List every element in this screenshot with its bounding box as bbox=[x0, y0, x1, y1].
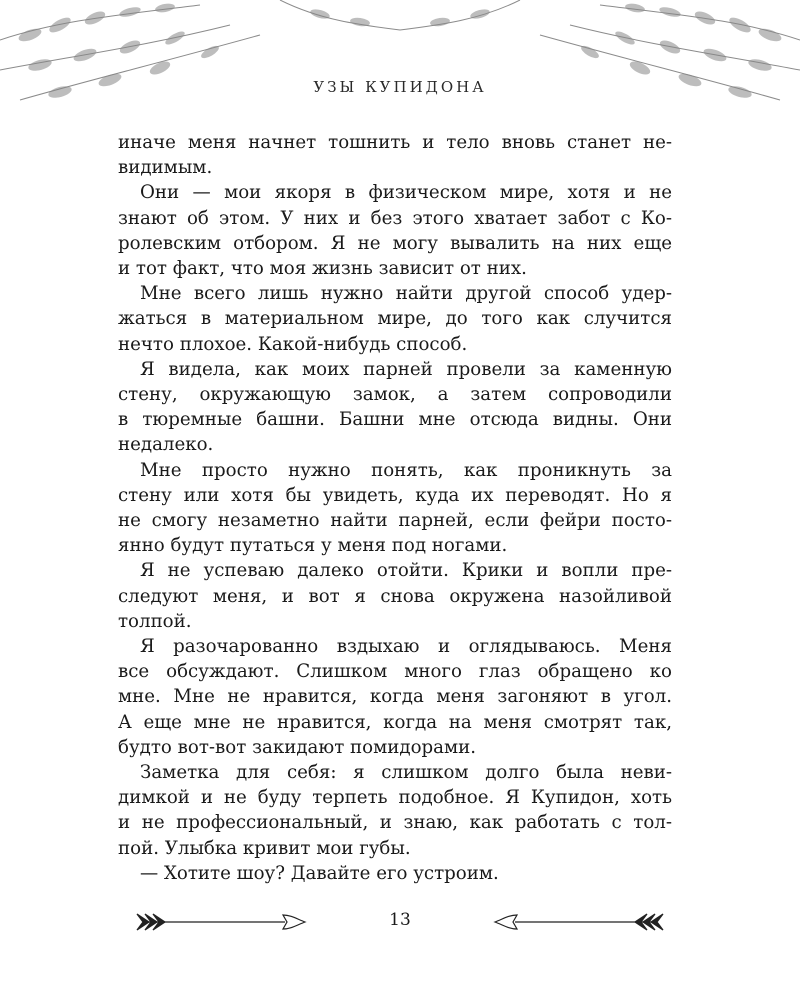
text-line: толпой. bbox=[118, 610, 192, 632]
text-line: все обсуждают. Слишком много глаз обращено ко bbox=[118, 661, 672, 683]
text-line: и не профессиональный, и знаю, как работать с тол- bbox=[118, 812, 672, 834]
page-number: 13 bbox=[389, 910, 411, 930]
text-line: Они — мои якоря в физическом мире, хотя и не bbox=[140, 182, 672, 204]
text-line: Мне просто нужно понять, как проникнуть за bbox=[140, 459, 672, 481]
paragraph bbox=[118, 357, 672, 458]
text-line: иначе меня начнет тошнить и тело вновь станет не- bbox=[118, 132, 672, 153]
text-line: А еще мне не нравится, когда на меня смотрят так, bbox=[118, 711, 672, 733]
text-line: знают об этом. У них и без этого хватает забот с Ко- bbox=[118, 207, 672, 229]
text-line: и тот факт, что моя жизнь зависит от них. bbox=[118, 258, 527, 280]
text-line: Мне всего лишь нужно найти другой способ удер- bbox=[140, 283, 672, 305]
text-line: ролевским отбором. Я не могу вывалить на них еще bbox=[118, 232, 672, 254]
text-line: в тюремные башни. Башни мне отсюда видны. Они bbox=[118, 409, 672, 431]
paragraph bbox=[118, 634, 672, 760]
paragraph bbox=[118, 760, 672, 861]
text-line: следуют меня, и вот я снова окружена назойливой bbox=[118, 585, 672, 607]
text-line: мне. Мне не нравится, когда меня загоняют в угол. bbox=[118, 686, 672, 708]
text-line: димкой и не буду терпеть подобное. Я Купидон, хоть bbox=[118, 787, 672, 809]
text-line: стену или хотя бы увидеть, куда их переводят. Но я bbox=[118, 484, 672, 506]
paragraph bbox=[118, 180, 672, 281]
text-line: жаться в материальном мире, до того как случится bbox=[118, 308, 672, 330]
text-line: стену, окружающую замок, а затем сопроводили bbox=[118, 384, 672, 406]
text-line: недалеко. bbox=[118, 434, 214, 456]
text-line: нечто плохое. Какой-нибудь способ. bbox=[118, 333, 468, 355]
paragraph bbox=[118, 458, 672, 559]
text-line: янно будут путаться у меня под ногами. bbox=[118, 535, 508, 557]
paragraph bbox=[118, 130, 672, 180]
text-line: будто вот-вот закидают помидорами. bbox=[118, 736, 477, 758]
text-line: пой. Улыбка кривит мои губы. bbox=[118, 837, 411, 859]
text-line: Заметка для себя: я слишком долго была неви- bbox=[140, 762, 672, 784]
text-line: — Хотите шоу? Давайте его устроим. bbox=[140, 862, 499, 884]
body-text bbox=[118, 130, 672, 886]
paragraph bbox=[118, 281, 672, 357]
arrow-left-icon bbox=[490, 910, 665, 934]
text-line: не смогу незаметно найти парней, если фейри посто- bbox=[118, 510, 672, 532]
text-line: Я не успеваю далеко отойти. Крики и вопли пре- bbox=[140, 560, 672, 582]
text-line: видимым. bbox=[118, 157, 213, 179]
paragraph bbox=[118, 558, 672, 634]
paragraph bbox=[118, 861, 672, 886]
text-line: Я разочарованно вздыхаю и оглядываюсь. Меня bbox=[140, 636, 672, 658]
running-title: УЗЫ КУПИДОНА bbox=[313, 78, 487, 96]
text-line: Я видела, как моих парней провели за каменную bbox=[140, 358, 672, 380]
